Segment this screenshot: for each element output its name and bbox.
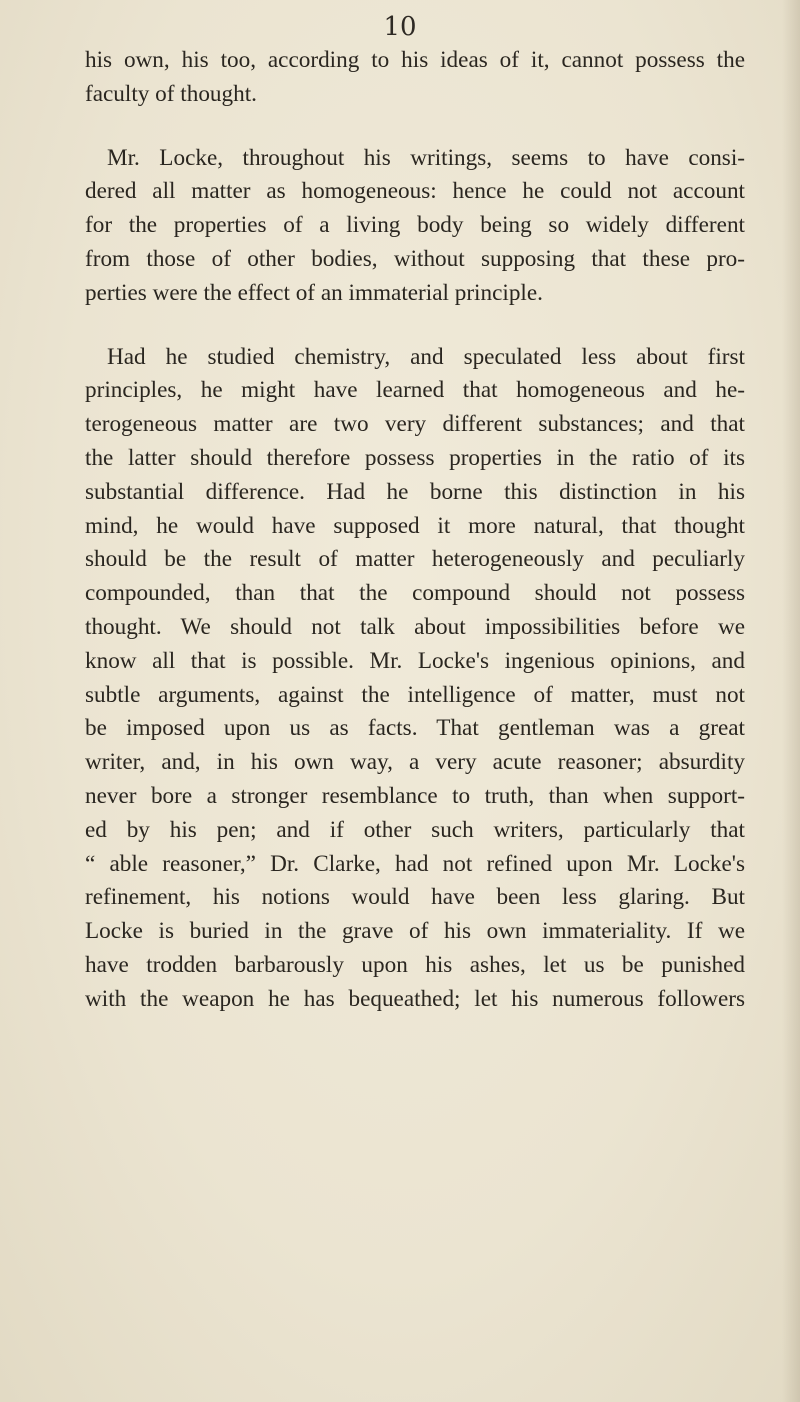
text-line: never bore a stronger resemblance to truth, than when support- (85, 782, 745, 809)
text-line: should be the result of matter heterogeneously and peculiarly (85, 546, 745, 573)
text-line: thought. We should not talk about impossibilities before we (85, 613, 745, 640)
text-line: subtle arguments, against the intelligence of matter, must not (85, 681, 745, 708)
text-line: ed by his pen; and if other such writers, particularly that (85, 816, 745, 843)
text-line: refinement, his notions would have been less glaring. But (85, 884, 745, 911)
text-line: from those of other bodies, without supposing that these pro- (85, 245, 745, 272)
text-line: faculty of thought. (85, 80, 257, 107)
text-line: be imposed upon us as facts. That gentleman was a great (85, 715, 745, 742)
text-line: with the weapon he has bequeathed; let his numerous followers (85, 985, 745, 1012)
text-line: perties were the effect of an immaterial principle. (85, 279, 543, 306)
text-line: substantial difference. Had he borne this distinction in his (85, 478, 745, 505)
text-line: compounded, than that the compound should not possess (85, 580, 745, 607)
paragraph (85, 341, 745, 1017)
text-line: know all that is possible. Mr. Locke's ingenious opinions, and (85, 647, 745, 674)
text-line: his own, his too, according to his ideas of it, cannot possess the (85, 47, 745, 73)
page-number: 10 (383, 12, 417, 42)
text-line: mind, he would have supposed it more natural, that thought (85, 512, 745, 539)
body-text (85, 44, 745, 1017)
paragraph (85, 142, 745, 311)
paragraph (85, 44, 745, 112)
text-line: “ able reasoner,” Dr. Clarke, had not refined upon Mr. Locke's (85, 850, 745, 877)
text-line: dered all matter as homogeneous: hence he could not account (85, 178, 745, 205)
page-edge-shadow (782, 0, 800, 1402)
text-line: Mr. Locke, throughout his writings, seems to have consi- (107, 144, 745, 171)
text-line: the latter should therefore possess properties in the ratio of its (85, 444, 745, 471)
text-line: Locke is buried in the grave of his own immateriality. If we (85, 918, 745, 945)
text-line: terogeneous matter are two very different substances; and that (85, 411, 745, 438)
text-line: principles, he might have learned that homogeneous and he- (85, 377, 745, 404)
text-line: Had he studied chemistry, and speculated less about first (107, 343, 745, 370)
text-line: for the properties of a living body being so widely different (85, 212, 745, 239)
text-line: have trodden barbarously upon his ashes, let us be punished (85, 951, 745, 978)
text-line: writer, and, in his own way, a very acute reasoner; absurdity (85, 749, 745, 776)
